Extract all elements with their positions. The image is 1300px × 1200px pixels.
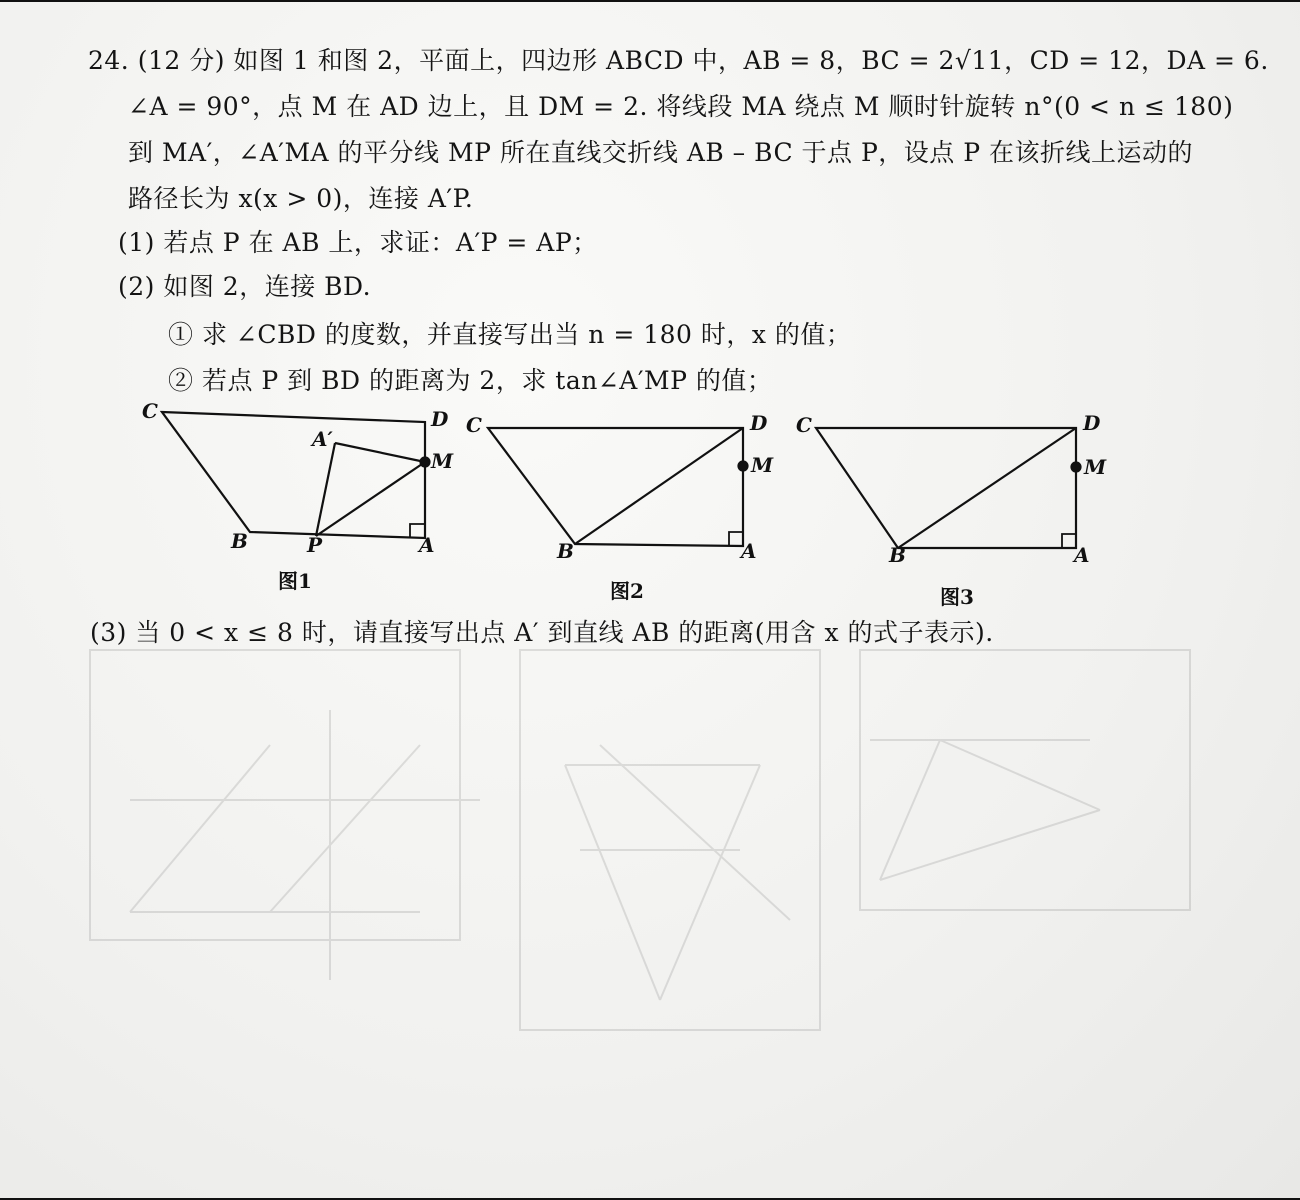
label-a-prime-fig1: A′ — [312, 427, 333, 451]
part-3: (3) 当 0 < x ≤ 8 时，请直接写出点 A′ 到直线 AB 的距离(用含 x 的式子表示). — [90, 618, 994, 647]
point-m-fig1 — [421, 458, 430, 467]
label-a-fig1: A — [419, 533, 435, 557]
label-b-fig2: B — [557, 539, 574, 563]
label-d-fig2: D — [750, 411, 768, 435]
figure-1 — [162, 412, 430, 538]
label-m-fig3: M — [1084, 455, 1107, 479]
quad-abcd-fig2 — [488, 428, 743, 546]
part-2-sub-2: ② 若点 P 到 BD 的距离为 2，求 tan∠A′MP 的值； — [168, 366, 773, 395]
label-a-fig3: A — [1074, 543, 1090, 567]
label-c-fig2: C — [466, 413, 482, 437]
caption-fig3: 图3 — [940, 585, 974, 609]
figure-2 — [488, 428, 748, 546]
point-m-fig2 — [739, 462, 748, 471]
quad-abcd-fig1 — [162, 412, 425, 538]
figure-3 — [816, 428, 1081, 548]
label-b-fig3: B — [889, 543, 906, 567]
label-c-fig3: C — [796, 413, 812, 437]
segment-a-prime-p — [316, 443, 335, 536]
question-line-1: 24. (12 分) 如图 1 和图 2，平面上，四边形 ABCD 中，AB = 8，BC = 2√11，CD = 12，DA = 6. — [88, 46, 1269, 75]
quad-abcd-fig3 — [816, 428, 1076, 548]
point-m-fig3 — [1072, 463, 1081, 472]
question-line-3: 到 MA′，∠A′MA 的平分线 MP 所在直线交折线 AB – BC 于点 P，设点 P 在该折线上运动的 — [128, 138, 1194, 167]
label-m-fig1: M — [431, 449, 454, 473]
question-line-2: ∠A = 90°，点 M 在 AD 边上，且 DM = 2. 将线段 MA 绕点 M 顺时针旋转 n°(0 < n ≤ 180) — [128, 92, 1234, 121]
label-d-fig1: D — [431, 407, 449, 431]
label-b-fig1: B — [231, 529, 248, 553]
part-1: (1) 若点 P 在 AB 上，求证：A′P = AP； — [118, 228, 598, 257]
part-2-sub-1: ① 求 ∠CBD 的度数，并直接写出当 n = 180 时，x 的值； — [168, 320, 852, 349]
label-d-fig3: D — [1083, 411, 1101, 435]
segment-bd-fig2 — [575, 428, 743, 544]
segment-mp — [316, 462, 425, 536]
question-line-4: 路径长为 x(x > 0)，连接 A′P. — [128, 184, 474, 213]
segment-ma-prime — [335, 443, 425, 462]
label-c-fig1: C — [142, 399, 158, 423]
label-m-fig2: M — [751, 453, 774, 477]
label-p-fig1: P — [307, 533, 323, 557]
caption-fig1: 图1 — [278, 569, 312, 593]
caption-fig2: 图2 — [610, 579, 644, 603]
segment-bd-fig3 — [898, 428, 1076, 548]
label-a-fig2: A — [741, 539, 757, 563]
part-2: (2) 如图 2，连接 BD. — [118, 272, 372, 301]
